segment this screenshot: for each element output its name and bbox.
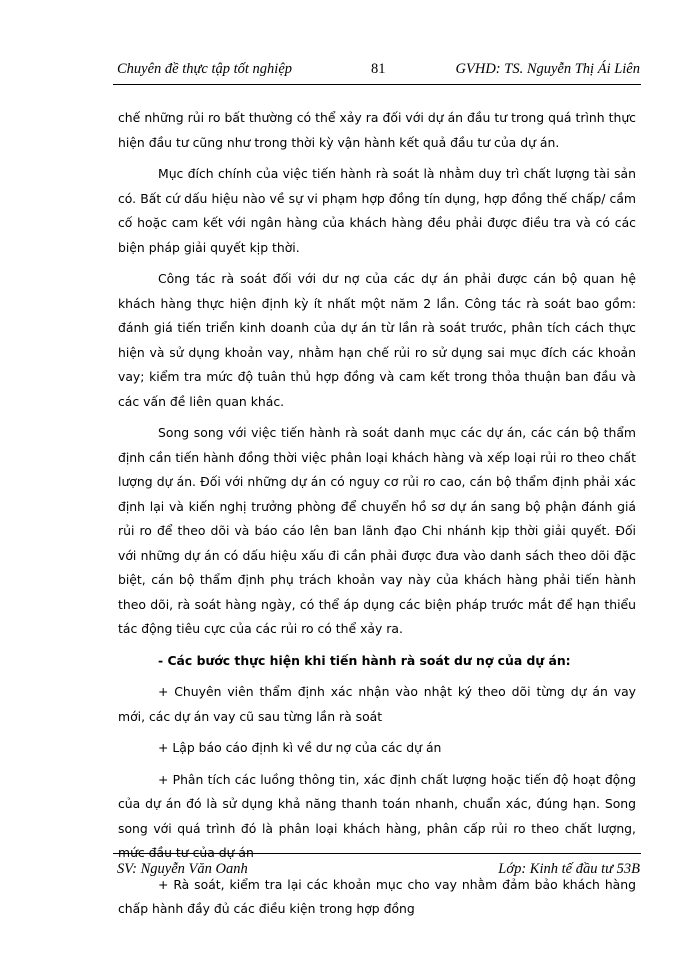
header-supervisor: GVHD: TS. Nguyễn Thị Ái Liên [455, 61, 640, 77]
footer-class: Lớp: Kinh tế đầu tư 53B [498, 861, 640, 877]
page-header [113, 58, 640, 80]
paragraph: Mục đích chính của việc tiến hành rà soát là nhằm duy trì chất lượng tài sản có. Bất cứ dấu hiệu nào về sự vi phạm hợp đồng tín dụng, hợp đồng thế chấp/ cầm cố hoặc cam kết với ngân hàng của khách hàng đều phải được điều tra và có các biện pháp giải quyết kịp thời. [118, 166, 636, 255]
paragraph: chế những rủi ro bất thường có thể xảy ra đối với dự án đầu tư trong quá trình thực hiện đầu tư cũng như trong thời kỳ vận hành kết quả đầu tư của dự án. [118, 110, 636, 150]
paragraph: Song song với việc tiến hành rà soát danh mục các dự án, các cán bộ thẩm định cần tiến hành đồng thời việc phân loại khách hàng và xếp loại rủi ro theo chất lượng dự án. Đối với những dự án có nguy cơ rủi ro cao, cán bộ thẩm định phải xác định lại và kiến nghị trưởng phòng để chuyển hồ sơ dự án sang bộ phận đánh giá rủi ro để theo dõi và báo cáo lên ban lãnh đạo Chi nhánh kịp thời giải quyết. Đối với những dự án có dấu hiệu xấu đi cần phải được đưa vào danh sách theo dõi đặc biệt, cán bộ thẩm định phụ trách khoản vay này của khách hàng phải tiến hành theo dõi, rà soát hàng ngày, có thể áp dụng các biện pháp trước mắt để hạn thiểu tác động tiêu cực của các rủi ro có thể xảy ra. [118, 425, 636, 636]
footer-student: SV: Nguyễn Văn Oanh [117, 861, 248, 877]
list-item: + Rà soát, kiểm tra lại các khoản mục cho vay nhằm đảm bảo khách hàng chấp hành đầy đủ các điều kiện trong hợp đồng [118, 876, 636, 916]
page-number: 81 [371, 61, 386, 77]
header-rule [113, 84, 641, 85]
paragraph: Công tác rà soát đối với dư nợ của các dự án phải được cán bộ quan hệ khách hàng thực hiện định kỳ ít nhất một năm 2 lần. Công tác rà soát bao gồm: đánh giá tiến triển kinh doanh của dự án từ lần rà soát trước, phân tích cách thực hiện và sử dụng khoản vay, nhằm hạn chế rủi ro sử dụng sai mục đích các khoản vay; kiểm tra mức độ tuân thủ hợp đồng và cam kết trong thỏa thuận ban đầu và các vấn đề liên quan khác. [118, 271, 636, 409]
footer-rule [113, 853, 641, 854]
list-item: + Phân tích các luồng thông tin, xác định chất lượng hoặc tiến độ hoạt động của dự án đó là sử dụng khả năng thanh toán nhanh, chuẩn xác, đúng hạn. Song song với quá trình đó là phân loại khách hàng, phân cấp rủi ro theo chất lượng, mức đầu tư của dự án [118, 771, 636, 860]
document-body [118, 106, 636, 929]
list-item: + Chuyên viên thẩm định xác nhận vào nhật ký theo dõi từng dự án vay mới, các dự án vay cũ sau từng lần rà soát [118, 684, 636, 724]
section-heading: - Các bước thực hiện khi tiến hành rà soát dư nợ của dự án: [158, 652, 571, 668]
page-footer [113, 858, 640, 880]
list-item: + Lập báo cáo định kì về dư nợ của các dự án [158, 740, 442, 755]
header-title: Chuyên đề thực tập tốt nghiệp [117, 61, 293, 77]
